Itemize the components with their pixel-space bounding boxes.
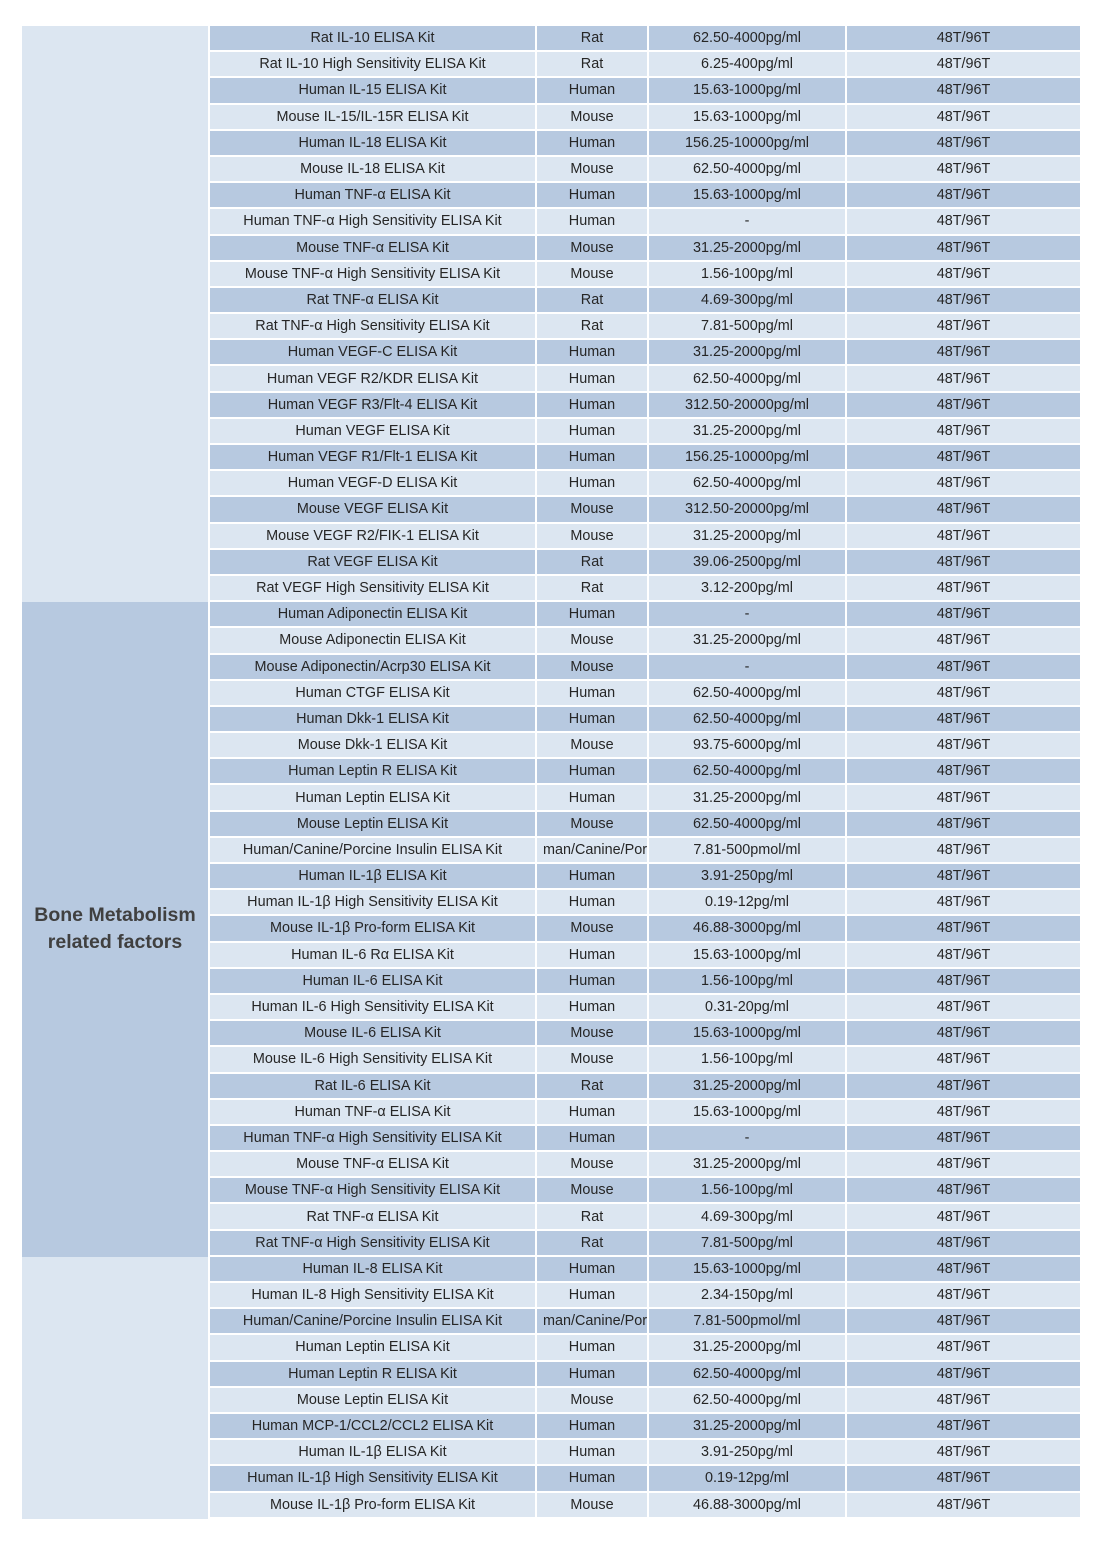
package-size-cell: 48T/96T [845, 916, 1080, 940]
product-name-cell: Human Leptin R ELISA Kit [208, 759, 535, 783]
species-cell: Human [535, 943, 647, 967]
detection-range-cell: 31.25-2000pg/ml [647, 1414, 845, 1438]
table-row [208, 52, 1080, 78]
table-row [208, 366, 1080, 392]
detection-range-cell: 1.56-100pg/ml [647, 262, 845, 286]
table-row [208, 419, 1080, 445]
table-row [208, 1414, 1080, 1440]
product-name-cell: Mouse IL-6 High Sensitivity ELISA Kit [208, 1047, 535, 1071]
species-cell: Rat [535, 1074, 647, 1098]
table-row [208, 943, 1080, 969]
package-size-cell: 48T/96T [845, 131, 1080, 155]
product-name-cell: Human Leptin ELISA Kit [208, 785, 535, 809]
detection-range-cell: 62.50-4000pg/ml [647, 1362, 845, 1386]
product-name-cell: Human IL-6 ELISA Kit [208, 969, 535, 993]
product-name-cell: Mouse IL-15/IL-15R ELISA Kit [208, 105, 535, 129]
table-row [208, 628, 1080, 654]
table-row [208, 1388, 1080, 1414]
package-size-cell: 48T/96T [845, 733, 1080, 757]
detection-range-cell: 31.25-2000pg/ml [647, 785, 845, 809]
product-name-cell: Mouse Dkk-1 ELISA Kit [208, 733, 535, 757]
detection-range-cell: 62.50-4000pg/ml [647, 26, 845, 50]
species-cell: Mouse [535, 812, 647, 836]
table-row [208, 1362, 1080, 1388]
product-name-cell: Rat TNF-α ELISA Kit [208, 288, 535, 312]
package-size-cell: 48T/96T [845, 1493, 1080, 1517]
package-size-cell: 48T/96T [845, 995, 1080, 1019]
product-name-cell: Rat TNF-α High Sensitivity ELISA Kit [208, 314, 535, 338]
species-cell: Rat [535, 52, 647, 76]
species-cell: Human [535, 78, 647, 102]
species-cell: Mouse [535, 1152, 647, 1176]
package-size-cell: 48T/96T [845, 1414, 1080, 1438]
species-cell: Human [535, 864, 647, 888]
table-row [208, 838, 1080, 864]
product-name-cell: Mouse Adiponectin/Acrp30 ELISA Kit [208, 655, 535, 679]
species-cell: man/Canine/Por [535, 838, 647, 862]
category-group [22, 26, 1080, 602]
species-cell: Mouse [535, 236, 647, 260]
detection-range-cell: 15.63-1000pg/ml [647, 1021, 845, 1045]
package-size-cell: 48T/96T [845, 785, 1080, 809]
category-label [22, 26, 208, 602]
category-label: Bone Metabolism related factors [22, 602, 208, 1257]
species-cell: Mouse [535, 105, 647, 129]
species-cell: Mouse [535, 497, 647, 521]
product-name-cell: Mouse Adiponectin ELISA Kit [208, 628, 535, 652]
detection-range-cell: 1.56-100pg/ml [647, 1178, 845, 1202]
detection-range-cell: 7.81-500pmol/ml [647, 1309, 845, 1333]
table-row [208, 262, 1080, 288]
table-row [208, 314, 1080, 340]
table-row [208, 236, 1080, 262]
table-row [208, 1257, 1080, 1283]
table-row [208, 812, 1080, 838]
table-row [208, 105, 1080, 131]
table-row [208, 864, 1080, 890]
package-size-cell: 48T/96T [845, 1283, 1080, 1307]
product-name-cell: Human TNF-α ELISA Kit [208, 183, 535, 207]
package-size-cell: 48T/96T [845, 471, 1080, 495]
table-row [208, 26, 1080, 52]
species-cell: Mouse [535, 1047, 647, 1071]
species-cell: Human [535, 131, 647, 155]
detection-range-cell: 62.50-4000pg/ml [647, 1388, 845, 1412]
package-size-cell: 48T/96T [845, 1100, 1080, 1124]
detection-range-cell: 62.50-4000pg/ml [647, 471, 845, 495]
product-name-cell: Human/Canine/Porcine Insulin ELISA Kit [208, 1309, 535, 1333]
species-cell: Mouse [535, 157, 647, 181]
table-row [208, 183, 1080, 209]
species-cell: Rat [535, 314, 647, 338]
package-size-cell: 48T/96T [845, 288, 1080, 312]
table-row [208, 497, 1080, 523]
product-name-cell: Mouse Leptin ELISA Kit [208, 1388, 535, 1412]
detection-range-cell: 3.91-250pg/ml [647, 1440, 845, 1464]
package-size-cell: 48T/96T [845, 864, 1080, 888]
table-row [208, 916, 1080, 942]
package-size-cell: 48T/96T [845, 157, 1080, 181]
species-cell: Human [535, 785, 647, 809]
product-name-cell: Human VEGF-D ELISA Kit [208, 471, 535, 495]
detection-range-cell: 15.63-1000pg/ml [647, 183, 845, 207]
species-cell: Human [535, 445, 647, 469]
species-cell: Human [535, 1335, 647, 1359]
detection-range-cell: 0.19-12pg/ml [647, 890, 845, 914]
species-cell: Human [535, 1466, 647, 1490]
product-name-cell: Rat TNF-α High Sensitivity ELISA Kit [208, 1231, 535, 1255]
product-name-cell: Mouse IL-6 ELISA Kit [208, 1021, 535, 1045]
detection-range-cell: 312.50-20000pg/ml [647, 497, 845, 521]
detection-range-cell: 46.88-3000pg/ml [647, 1493, 845, 1517]
category-label [22, 1257, 208, 1519]
table-row [208, 681, 1080, 707]
detection-range-cell: 62.50-4000pg/ml [647, 366, 845, 390]
package-size-cell: 48T/96T [845, 707, 1080, 731]
detection-range-cell: 31.25-2000pg/ml [647, 628, 845, 652]
detection-range-cell: 1.56-100pg/ml [647, 969, 845, 993]
detection-range-cell: 1.56-100pg/ml [647, 1047, 845, 1071]
species-cell: Human [535, 681, 647, 705]
table-row [208, 1440, 1080, 1466]
product-name-cell: Human TNF-α High Sensitivity ELISA Kit [208, 1126, 535, 1150]
product-name-cell: Mouse TNF-α ELISA Kit [208, 236, 535, 260]
package-size-cell: 48T/96T [845, 445, 1080, 469]
package-size-cell: 48T/96T [845, 1178, 1080, 1202]
product-name-cell: Mouse IL-18 ELISA Kit [208, 157, 535, 181]
table-row [208, 78, 1080, 104]
table-row [208, 1204, 1080, 1230]
product-name-cell: Human VEGF-C ELISA Kit [208, 340, 535, 364]
detection-range-cell: - [647, 1126, 845, 1150]
product-name-cell: Human TNF-α ELISA Kit [208, 1100, 535, 1124]
detection-range-cell: - [647, 602, 845, 626]
package-size-cell: 48T/96T [845, 655, 1080, 679]
product-name-cell: Human VEGF R1/Flt-1 ELISA Kit [208, 445, 535, 469]
product-name-cell: Mouse VEGF R2/FIK-1 ELISA Kit [208, 524, 535, 548]
species-cell: Human [535, 209, 647, 233]
detection-range-cell: 156.25-10000pg/ml [647, 445, 845, 469]
species-cell: Human [535, 1100, 647, 1124]
species-cell: Rat [535, 550, 647, 574]
product-name-cell: Mouse TNF-α High Sensitivity ELISA Kit [208, 1178, 535, 1202]
species-cell: Mouse [535, 1388, 647, 1412]
detection-range-cell: - [647, 655, 845, 679]
package-size-cell: 48T/96T [845, 26, 1080, 50]
package-size-cell: 48T/96T [845, 236, 1080, 260]
species-cell: Human [535, 969, 647, 993]
product-name-cell: Rat IL-6 ELISA Kit [208, 1074, 535, 1098]
table-row [208, 445, 1080, 471]
category-group [22, 602, 1080, 1257]
species-cell: Human [535, 183, 647, 207]
package-size-cell: 48T/96T [845, 576, 1080, 600]
table-row [208, 471, 1080, 497]
product-name-cell: Rat IL-10 ELISA Kit [208, 26, 535, 50]
package-size-cell: 48T/96T [845, 1152, 1080, 1176]
species-cell: Human [535, 1257, 647, 1281]
table-row [208, 1466, 1080, 1492]
package-size-cell: 48T/96T [845, 812, 1080, 836]
package-size-cell: 48T/96T [845, 52, 1080, 76]
detection-range-cell: 4.69-300pg/ml [647, 1204, 845, 1228]
species-cell: Mouse [535, 262, 647, 286]
package-size-cell: 48T/96T [845, 1047, 1080, 1071]
detection-range-cell: 15.63-1000pg/ml [647, 105, 845, 129]
table-row [208, 1493, 1080, 1519]
table-row [208, 524, 1080, 550]
package-size-cell: 48T/96T [845, 1231, 1080, 1255]
species-cell: Human [535, 340, 647, 364]
detection-range-cell: 7.81-500pg/ml [647, 314, 845, 338]
package-size-cell: 48T/96T [845, 419, 1080, 443]
package-size-cell: 48T/96T [845, 602, 1080, 626]
product-name-cell: Mouse VEGF ELISA Kit [208, 497, 535, 521]
package-size-cell: 48T/96T [845, 262, 1080, 286]
product-name-cell: Human VEGF R2/KDR ELISA Kit [208, 366, 535, 390]
species-cell: Human [535, 393, 647, 417]
table-row [208, 340, 1080, 366]
elisa-kit-table [22, 26, 1080, 1519]
table-row [208, 288, 1080, 314]
species-cell: Human [535, 707, 647, 731]
detection-range-cell: 31.25-2000pg/ml [647, 1074, 845, 1098]
detection-range-cell: 3.91-250pg/ml [647, 864, 845, 888]
table-row [208, 890, 1080, 916]
species-cell: Human [535, 366, 647, 390]
package-size-cell: 48T/96T [845, 1335, 1080, 1359]
product-name-cell: Human VEGF R3/Flt-4 ELISA Kit [208, 393, 535, 417]
detection-range-cell: 7.81-500pmol/ml [647, 838, 845, 862]
product-name-cell: Mouse TNF-α ELISA Kit [208, 1152, 535, 1176]
table-row [208, 969, 1080, 995]
package-size-cell: 48T/96T [845, 1466, 1080, 1490]
table-row [208, 1231, 1080, 1257]
package-size-cell: 48T/96T [845, 838, 1080, 862]
package-size-cell: 48T/96T [845, 1074, 1080, 1098]
table-row [208, 733, 1080, 759]
package-size-cell: 48T/96T [845, 1126, 1080, 1150]
table-row [208, 1178, 1080, 1204]
detection-range-cell: 46.88-3000pg/ml [647, 916, 845, 940]
table-row [208, 602, 1080, 628]
detection-range-cell: 31.25-2000pg/ml [647, 1152, 845, 1176]
category-group [22, 1257, 1080, 1519]
product-name-cell: Human Adiponectin ELISA Kit [208, 602, 535, 626]
detection-range-cell: 31.25-2000pg/ml [647, 236, 845, 260]
species-cell: Mouse [535, 1493, 647, 1517]
detection-range-cell: 62.50-4000pg/ml [647, 707, 845, 731]
species-cell: Human [535, 602, 647, 626]
table-row [208, 1152, 1080, 1178]
detection-range-cell: 31.25-2000pg/ml [647, 340, 845, 364]
product-name-cell: Human Leptin ELISA Kit [208, 1335, 535, 1359]
species-cell: Human [535, 890, 647, 914]
species-cell: Human [535, 759, 647, 783]
package-size-cell: 48T/96T [845, 183, 1080, 207]
detection-range-cell: 62.50-4000pg/ml [647, 759, 845, 783]
species-cell: man/Canine/Por [535, 1309, 647, 1333]
species-cell: Human [535, 419, 647, 443]
table-row [208, 785, 1080, 811]
package-size-cell: 48T/96T [845, 524, 1080, 548]
product-name-cell: Mouse TNF-α High Sensitivity ELISA Kit [208, 262, 535, 286]
product-name-cell: Mouse IL-1β Pro-form ELISA Kit [208, 1493, 535, 1517]
package-size-cell: 48T/96T [845, 890, 1080, 914]
detection-range-cell: 62.50-4000pg/ml [647, 157, 845, 181]
package-size-cell: 48T/96T [845, 1362, 1080, 1386]
species-cell: Mouse [535, 1178, 647, 1202]
package-size-cell: 48T/96T [845, 759, 1080, 783]
product-name-cell: Mouse IL-1β Pro-form ELISA Kit [208, 916, 535, 940]
table-row [208, 1283, 1080, 1309]
table-row [208, 157, 1080, 183]
package-size-cell: 48T/96T [845, 1257, 1080, 1281]
detection-range-cell: 4.69-300pg/ml [647, 288, 845, 312]
detection-range-cell: 39.06-2500pg/ml [647, 550, 845, 574]
species-cell: Human [535, 1414, 647, 1438]
product-name-cell: Human IL-6 Rα ELISA Kit [208, 943, 535, 967]
detection-range-cell: 7.81-500pg/ml [647, 1231, 845, 1255]
detection-range-cell: 0.19-12pg/ml [647, 1466, 845, 1490]
detection-range-cell: 15.63-1000pg/ml [647, 943, 845, 967]
package-size-cell: 48T/96T [845, 105, 1080, 129]
product-name-cell: Human/Canine/Porcine Insulin ELISA Kit [208, 838, 535, 862]
table-row [208, 1126, 1080, 1152]
detection-range-cell: 62.50-4000pg/ml [647, 681, 845, 705]
table-row [208, 995, 1080, 1021]
detection-range-cell: 6.25-400pg/ml [647, 52, 845, 76]
detection-range-cell: 156.25-10000pg/ml [647, 131, 845, 155]
product-name-cell: Rat VEGF High Sensitivity ELISA Kit [208, 576, 535, 600]
detection-range-cell: 15.63-1000pg/ml [647, 1100, 845, 1124]
detection-range-cell: 15.63-1000pg/ml [647, 78, 845, 102]
detection-range-cell: 2.34-150pg/ml [647, 1283, 845, 1307]
package-size-cell: 48T/96T [845, 1021, 1080, 1045]
package-size-cell: 48T/96T [845, 550, 1080, 574]
table-row [208, 1074, 1080, 1100]
detection-range-cell: 312.50-20000pg/ml [647, 393, 845, 417]
package-size-cell: 48T/96T [845, 209, 1080, 233]
product-name-cell: Human IL-1β High Sensitivity ELISA Kit [208, 1466, 535, 1490]
species-cell: Rat [535, 1204, 647, 1228]
table-row [208, 655, 1080, 681]
product-name-cell: Human Dkk-1 ELISA Kit [208, 707, 535, 731]
package-size-cell: 48T/96T [845, 314, 1080, 338]
product-name-cell: Human TNF-α High Sensitivity ELISA Kit [208, 209, 535, 233]
package-size-cell: 48T/96T [845, 1440, 1080, 1464]
species-cell: Rat [535, 576, 647, 600]
species-cell: Rat [535, 288, 647, 312]
product-name-cell: Human IL-8 ELISA Kit [208, 1257, 535, 1281]
detection-range-cell: 31.25-2000pg/ml [647, 524, 845, 548]
table-row [208, 707, 1080, 733]
package-size-cell: 48T/96T [845, 393, 1080, 417]
detection-range-cell: 3.12-200pg/ml [647, 576, 845, 600]
detection-range-cell: 93.75-6000pg/ml [647, 733, 845, 757]
package-size-cell: 48T/96T [845, 1309, 1080, 1333]
product-name-cell: Mouse Leptin ELISA Kit [208, 812, 535, 836]
species-cell: Mouse [535, 628, 647, 652]
package-size-cell: 48T/96T [845, 1204, 1080, 1228]
product-name-cell: Human Leptin R ELISA Kit [208, 1362, 535, 1386]
species-cell: Mouse [535, 1021, 647, 1045]
table-row [208, 576, 1080, 602]
product-name-cell: Human IL-1β ELISA Kit [208, 864, 535, 888]
package-size-cell: 48T/96T [845, 497, 1080, 521]
detection-range-cell: 31.25-2000pg/ml [647, 419, 845, 443]
product-name-cell: Human IL-1β ELISA Kit [208, 1440, 535, 1464]
table-row [208, 550, 1080, 576]
product-name-cell: Human IL-18 ELISA Kit [208, 131, 535, 155]
product-name-cell: Human CTGF ELISA Kit [208, 681, 535, 705]
table-row [208, 209, 1080, 235]
table-row [208, 131, 1080, 157]
package-size-cell: 48T/96T [845, 366, 1080, 390]
species-cell: Human [535, 1283, 647, 1307]
package-size-cell: 48T/96T [845, 78, 1080, 102]
species-cell: Human [535, 995, 647, 1019]
product-name-cell: Rat IL-10 High Sensitivity ELISA Kit [208, 52, 535, 76]
species-cell: Human [535, 1440, 647, 1464]
product-name-cell: Human IL-6 High Sensitivity ELISA Kit [208, 995, 535, 1019]
product-name-cell: Human VEGF ELISA Kit [208, 419, 535, 443]
species-cell: Rat [535, 26, 647, 50]
table-row [208, 1047, 1080, 1073]
package-size-cell: 48T/96T [845, 1388, 1080, 1412]
species-cell: Human [535, 1126, 647, 1150]
species-cell: Mouse [535, 524, 647, 548]
table-row [208, 1309, 1080, 1335]
product-name-cell: Human IL-8 High Sensitivity ELISA Kit [208, 1283, 535, 1307]
species-cell: Rat [535, 1231, 647, 1255]
species-cell: Human [535, 471, 647, 495]
detection-range-cell: 0.31-20pg/ml [647, 995, 845, 1019]
table-row [208, 1021, 1080, 1047]
package-size-cell: 48T/96T [845, 681, 1080, 705]
table-row [208, 759, 1080, 785]
table-row [208, 1335, 1080, 1361]
product-name-cell: Rat TNF-α ELISA Kit [208, 1204, 535, 1228]
product-name-cell: Human IL-15 ELISA Kit [208, 78, 535, 102]
package-size-cell: 48T/96T [845, 340, 1080, 364]
table-row [208, 393, 1080, 419]
species-cell: Human [535, 1362, 647, 1386]
species-cell: Mouse [535, 916, 647, 940]
package-size-cell: 48T/96T [845, 628, 1080, 652]
product-name-cell: Rat VEGF ELISA Kit [208, 550, 535, 574]
species-cell: Mouse [535, 733, 647, 757]
product-name-cell: Human MCP-1/CCL2/CCL2 ELISA Kit [208, 1414, 535, 1438]
package-size-cell: 48T/96T [845, 943, 1080, 967]
detection-range-cell: 31.25-2000pg/ml [647, 1335, 845, 1359]
product-name-cell: Human IL-1β High Sensitivity ELISA Kit [208, 890, 535, 914]
detection-range-cell: - [647, 209, 845, 233]
package-size-cell: 48T/96T [845, 969, 1080, 993]
table-row [208, 1100, 1080, 1126]
detection-range-cell: 15.63-1000pg/ml [647, 1257, 845, 1281]
species-cell: Mouse [535, 655, 647, 679]
detection-range-cell: 62.50-4000pg/ml [647, 812, 845, 836]
